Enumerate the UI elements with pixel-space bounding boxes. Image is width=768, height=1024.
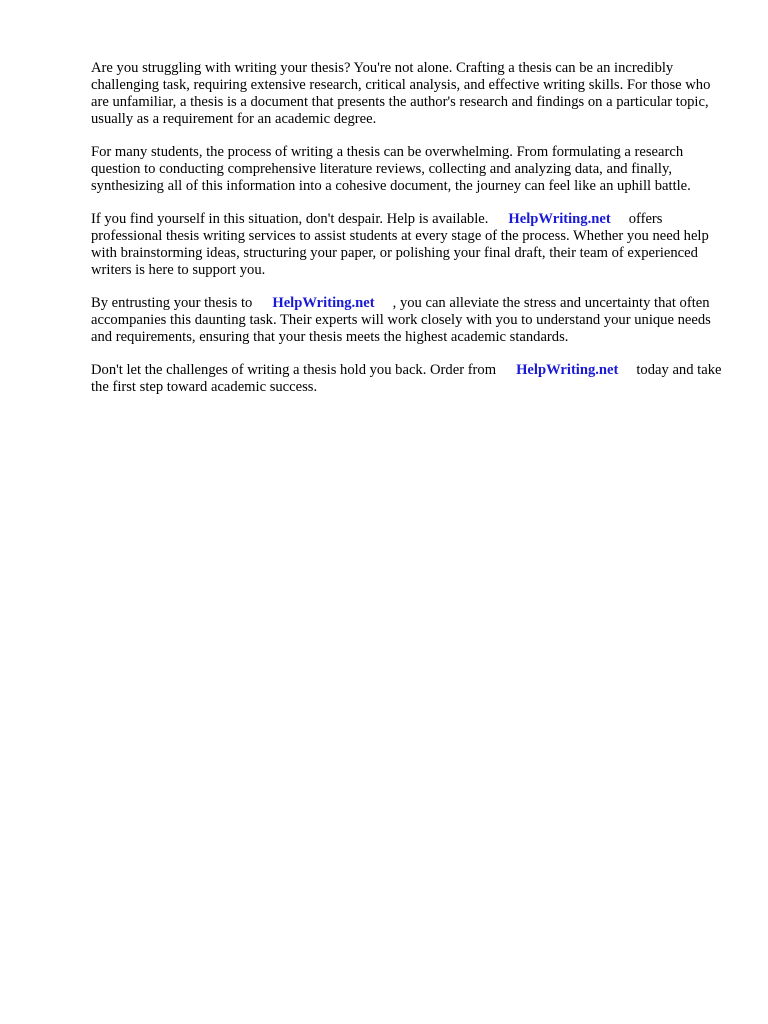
helpwriting-link-3[interactable]: HelpWriting.net — [516, 362, 619, 378]
paragraph-order-before: Don't let the challenges of writing a thesis hold you back. Order from — [91, 362, 497, 378]
paragraph-intro — [91, 60, 731, 128]
helpwriting-link-1[interactable]: HelpWriting.net — [508, 211, 611, 227]
document-page — [91, 60, 731, 412]
paragraph-help-available — [91, 211, 731, 279]
paragraph-entrusting-after: , you can alleviate the stress and uncertainty that often accompanies this daunting task. Their experts will work closely with you to understand your unique needs and requirements, ensuring that your thesis meets the highest academic standards. — [91, 295, 711, 345]
paragraph-entrusting — [91, 295, 731, 346]
paragraph-entrusting-before: By entrusting your thesis to — [91, 295, 253, 311]
paragraph-intro-text: Are you struggling with writing your thesis? You're not alone. Crafting a thesis can be an incredibly challenging task, requiring extensive research, critical analysis, and effective writing skills. For those who are unfamiliar, a thesis is a document that presents the author's research and findings on a particular topic, usually as a requirement for an academic degree. — [91, 60, 711, 127]
paragraph-order — [91, 362, 731, 396]
paragraph-overwhelming — [91, 144, 731, 195]
helpwriting-link-2[interactable]: HelpWriting.net — [272, 295, 375, 311]
paragraph-overwhelming-text: For many students, the process of writing a thesis can be overwhelming. From formulating a research question to conducting comprehensive literature reviews, collecting and analyzing data, and finally, synthesizing all of this information into a cohesive document, the journey can feel like an uphill battle. — [91, 144, 691, 194]
paragraph-order-after: today and take the first step toward academic success. — [91, 362, 722, 395]
paragraph-help-available-before: If you find yourself in this situation, don't despair. Help is available. — [91, 211, 489, 227]
paragraph-help-available-after: offers professional thesis writing services to assist students at every stage of the process. Whether you need help with brainstorming ideas, structuring your paper, or polishing your final draft, their team of experienced writers is here to support you. — [91, 211, 709, 278]
